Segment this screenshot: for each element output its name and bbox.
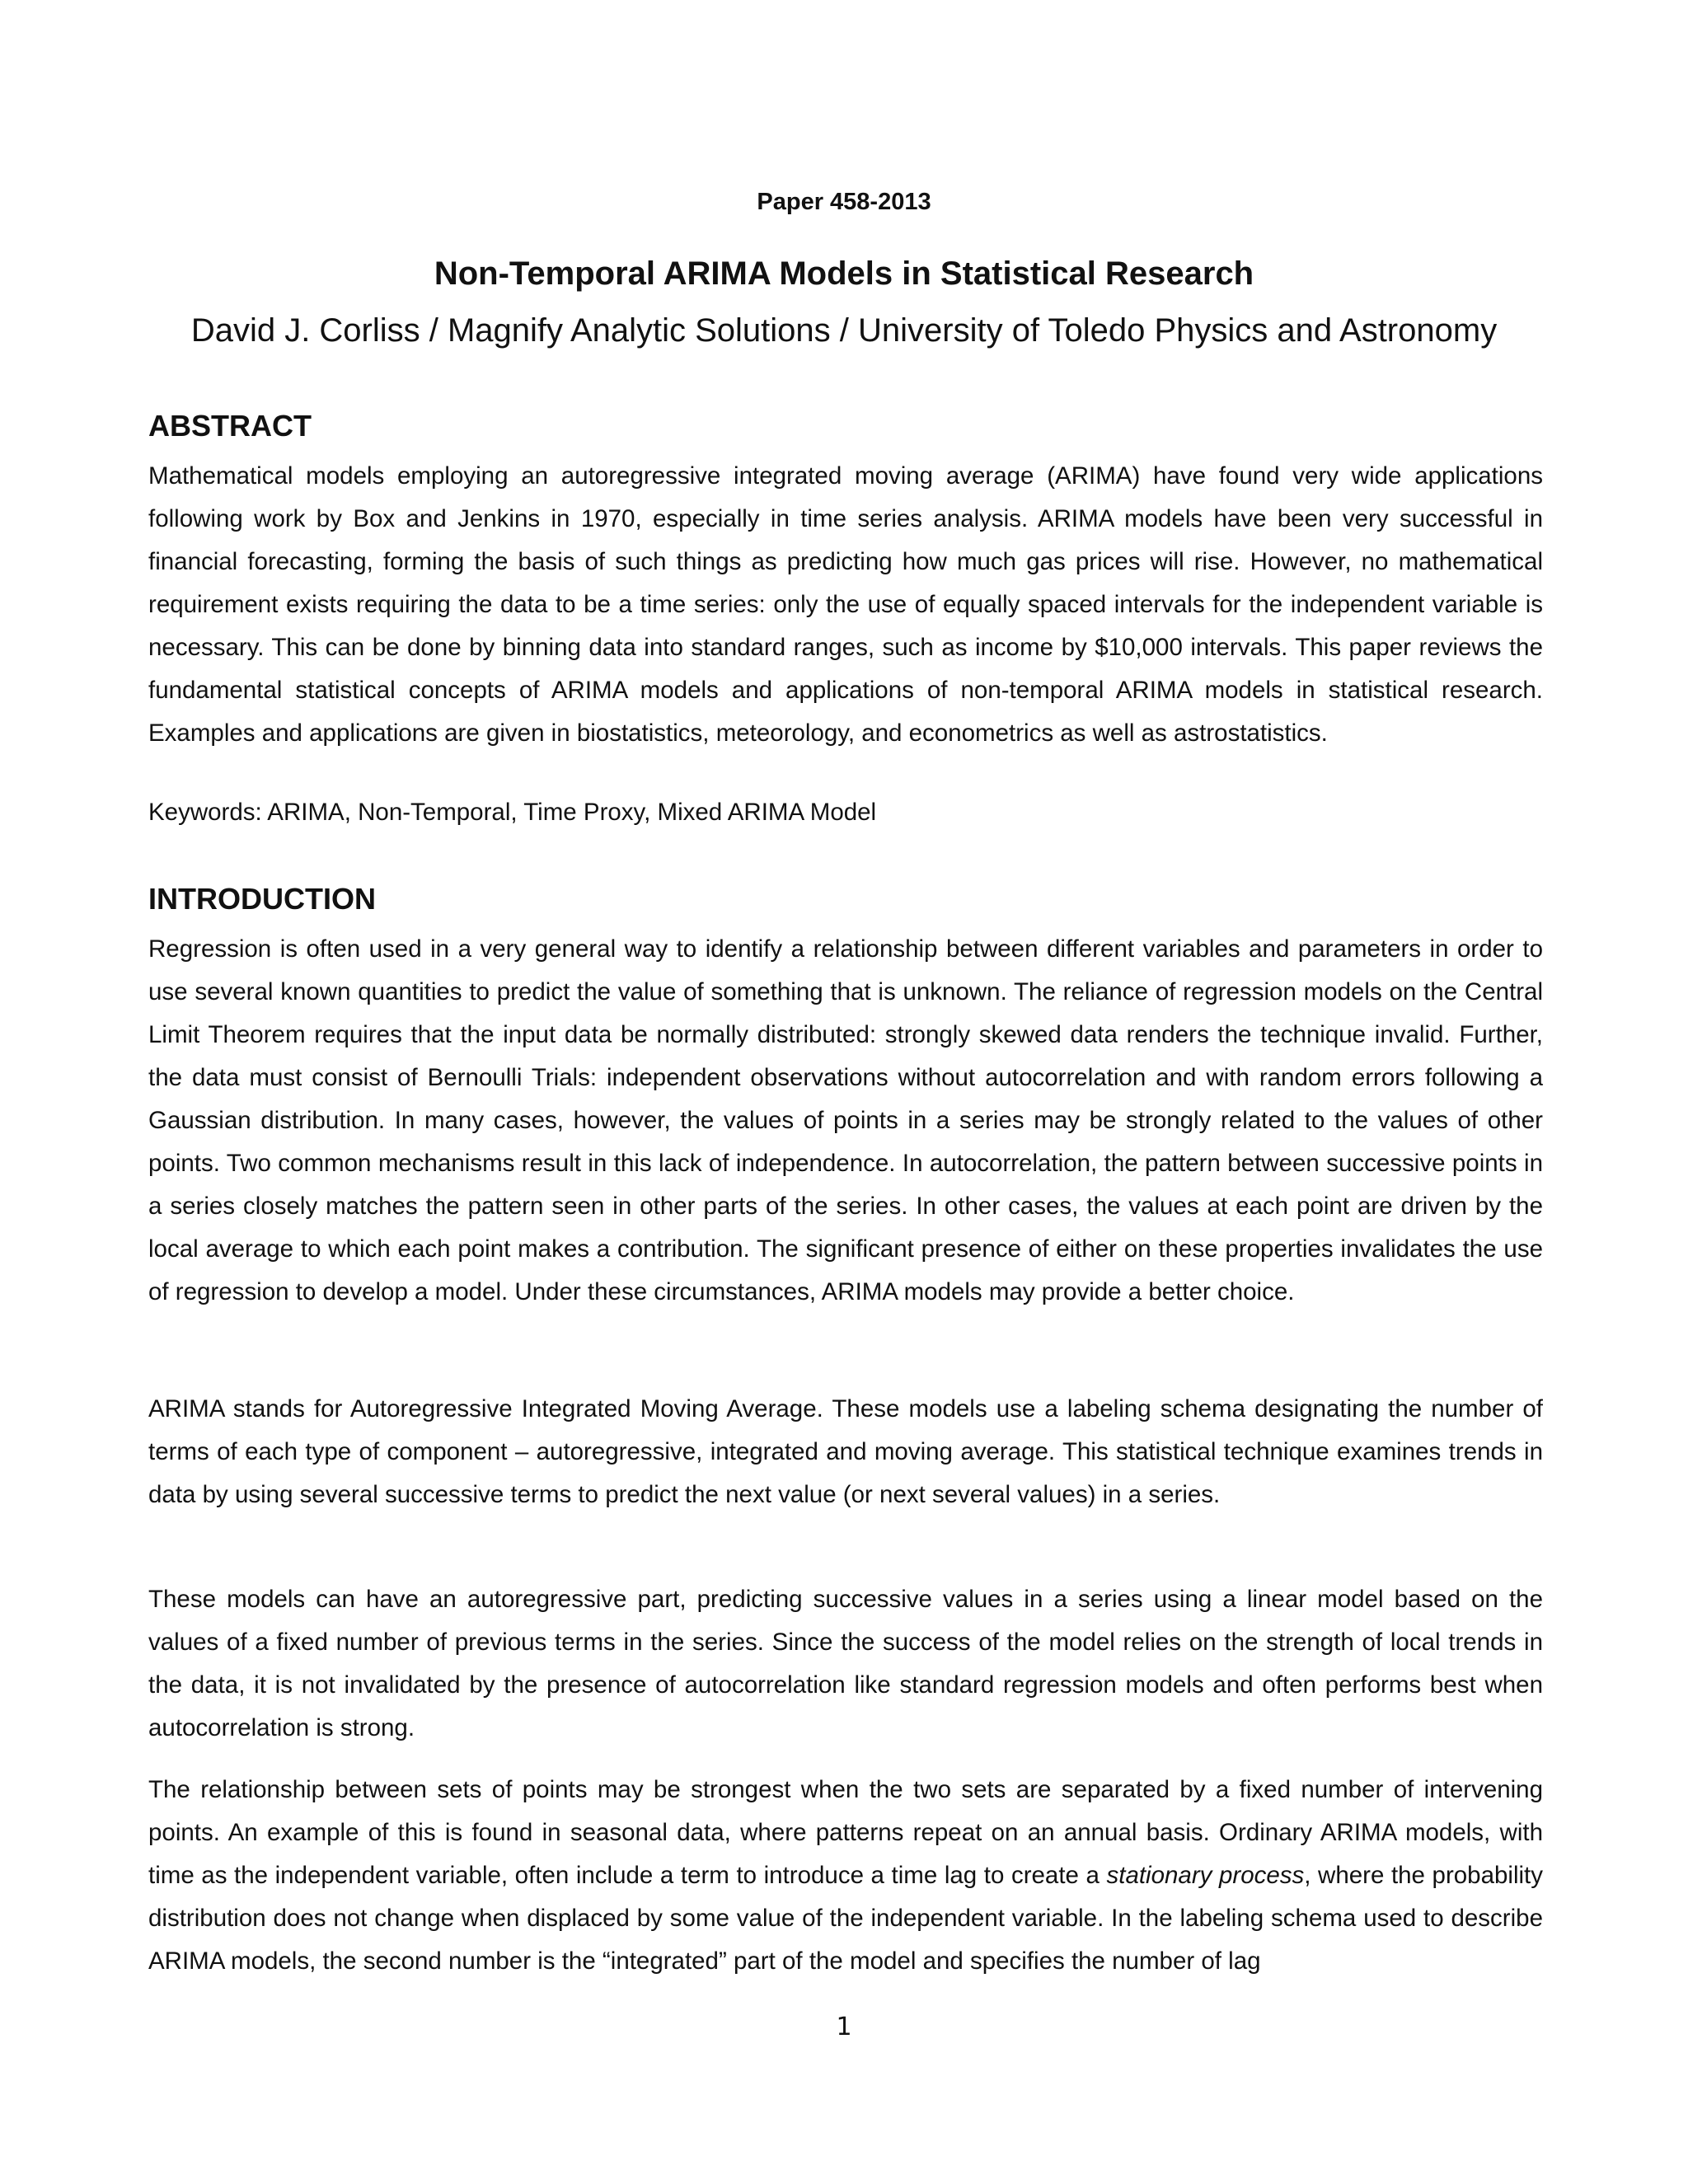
paper-title: Non-Temporal ARIMA Models in Statistical Research bbox=[434, 255, 1254, 292]
author-affiliations: David J. Corliss / Magnify Analytic Solutions / University of Toledo Physics and Astronomy bbox=[190, 312, 1498, 349]
keywords-line: Keywords: ARIMA, Non-Temporal, Time Proxy, Mixed ARIMA Model bbox=[148, 799, 877, 826]
introduction-heading: INTRODUCTION bbox=[148, 882, 376, 916]
stationary-process-term: stationary process bbox=[1106, 1862, 1305, 1889]
intro-paragraph-1: Regression is often used in a very general way to identify a relationship between different variables and parameters in order to use several known quantities to predict the value of something that is unknown. The reliance of regression models on the Central Limit Theorem requires that the input data be normally distributed: strongly skewed data renders the technique invalid. Further, the data must consist of Bernoulli Trials: independent observations without autocorrelation and with random errors following a Gaussian distribution. In many cases, however, the values of points in a series may be strongly related to the values of other points. Two common mechanisms result in this lack of independence. In autocorrelation, the pattern between successive points in a series closely matches the pattern seen in other parts of the series. In other cases, the values at each point are driven by the local average to which each point makes a contribution. The significant presence of either on these properties invalidates the use of regression to develop a model. Under these circumstances, ARIMA models may provide a better choice. bbox=[148, 935, 1543, 1305]
paper-id: Paper 458-2013 bbox=[757, 189, 931, 215]
intro-paragraph-4-text-a: The relationship between sets of points may be strongest when the two sets are separated by a fixed number of intervening points. An example of this is found in seasonal data, where patterns repeat on an annual basis. Ordinary ARIMA models, with time as the independent variable, often include a term to introduce a time lag to create a bbox=[148, 1776, 1543, 1889]
abstract-paragraph: Mathematical models employing an autoregressive integrated moving average (ARIMA) have found very wide applications following work by Box and Jenkins in 1970, especially in time series analysis. ARIMA models have been very successful in financial forecasting, forming the basis of such things as predicting how much gas prices will rise. However, no mathematical requirement exists requiring the data to be a time series: only the use of equally spaced intervals for the independent variable is necessary. This can be done by binning data into standard ranges, such as income by $10,000 intervals. This paper reviews the fundamental statistical concepts of ARIMA models and applications of non-temporal ARIMA models in statistical research. Examples and applications are given in biostatistics, meteorology, and econometrics as well as astrostatistics. bbox=[148, 462, 1543, 747]
abstract-heading: ABSTRACT bbox=[148, 409, 312, 443]
intro-paragraph-2: ARIMA stands for Autoregressive Integrated Moving Average. These models use a labeling schema designating the number of terms of each type of component – autoregressive, integrated and moving average. This statistical technique examines trends in data by using several successive terms to predict the next value (or next several values) in a series. bbox=[148, 1395, 1543, 1508]
intro-paragraph-3: These models can have an autoregressive part, predicting successive values in a series using a linear model based on the values of a fixed number of previous terms in the series. Since the success of the model relies on the strength of local trends in the data, it is not invalidated by the presence of autocorrelation like standard regression models and often performs best when autocorrelation is strong. bbox=[148, 1586, 1543, 1741]
intro-paragraph-4 bbox=[148, 1769, 1543, 1983]
intro-paragraph-4-text-b: , where the probability distribution does not change when displaced by some value of the independent variable. In the labeling schema used to describe ARIMA models, the second number is the “integrated” part of the model and specifies the number of lag bbox=[148, 1862, 1543, 1975]
page-number: 1 bbox=[836, 2013, 852, 2041]
